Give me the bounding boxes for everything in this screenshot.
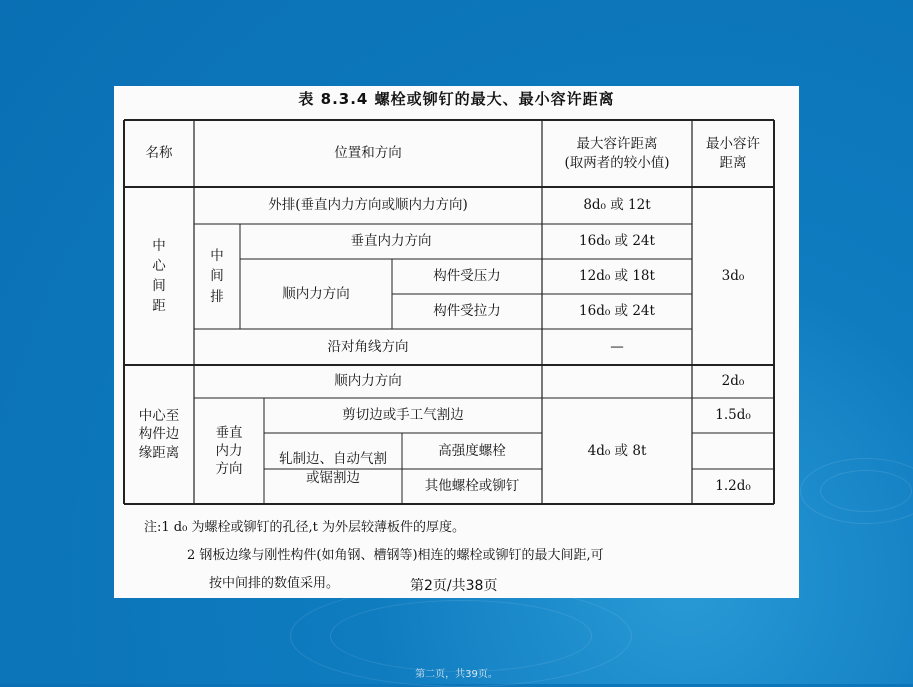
- tension-label: 构件受拉力: [433, 303, 501, 320]
- header-max: 最大容许距离 (取两者的较小值): [564, 136, 670, 171]
- diagonal-max: —: [610, 338, 624, 355]
- outer-row-label: 外排(垂直内力方向或顺内力方向): [268, 197, 468, 214]
- other-fastener-label: 其他螺栓或铆钉: [424, 478, 520, 495]
- outer-row-max: 8d₀ 或 12t: [583, 197, 651, 214]
- compression-max: 12d₀ 或 18t: [579, 268, 655, 285]
- other-fastener-min: 1.2d₀: [715, 478, 751, 495]
- hs-bolt-label: 高强度螺栓: [438, 442, 506, 459]
- compression-label: 构件受压力: [433, 268, 501, 285]
- edge-distance-max: 4d₀ 或 8t: [587, 442, 647, 459]
- perp-direction-max: 16d₀ 或 24t: [579, 233, 655, 250]
- header-min: 最小容许 距离: [706, 136, 760, 171]
- table-title: 表 8.3.4 螺栓或铆钉的最大、最小容许距离: [298, 90, 615, 108]
- note-1: 注:1 d₀ 为螺栓或铆钉的孔径,t 为外层较薄板件的厚度。: [144, 520, 465, 535]
- header-position: 位置和方向: [334, 145, 402, 162]
- edge-perp-label: 垂直 内力 方向: [215, 424, 243, 478]
- ripple-decoration: [800, 458, 913, 524]
- header-name: 名称: [145, 145, 173, 162]
- center-spacing-label: 中心间距: [152, 237, 166, 315]
- slide-footer: 第二页，共39页。: [415, 669, 498, 680]
- edge-along-label: 顺内力方向: [334, 373, 402, 390]
- edge-distance-label: 中心至 构件边 缘距离: [138, 408, 180, 461]
- document-image: [114, 86, 799, 598]
- middle-row-label: 中间排: [210, 248, 224, 305]
- note-2-line-2: 按中间排的数值采用。: [209, 576, 340, 591]
- note-2-line-1: 2 钢板边缘与刚性构件(如角钢、槽钢等)相连的螺栓或铆钉的最大间距,可: [187, 548, 604, 563]
- rolled-edge-label: 轧制边、自动气割 或锯割边: [279, 451, 387, 486]
- center-spacing-min: 3d₀: [721, 267, 745, 284]
- sheared-edge-min: 1.5d₀: [715, 407, 751, 424]
- page-number: 第2页/共38页: [410, 578, 498, 594]
- tension-max: 16d₀ 或 24t: [579, 303, 655, 320]
- sheared-edge-label: 剪切边或手工气割边: [342, 407, 464, 424]
- perp-direction-label: 垂直内力方向: [350, 233, 432, 250]
- along-direction-label: 顺内力方向: [282, 285, 350, 302]
- diagonal-label: 沿对角线方向: [327, 338, 409, 355]
- edge-along-min: 2d₀: [721, 373, 745, 390]
